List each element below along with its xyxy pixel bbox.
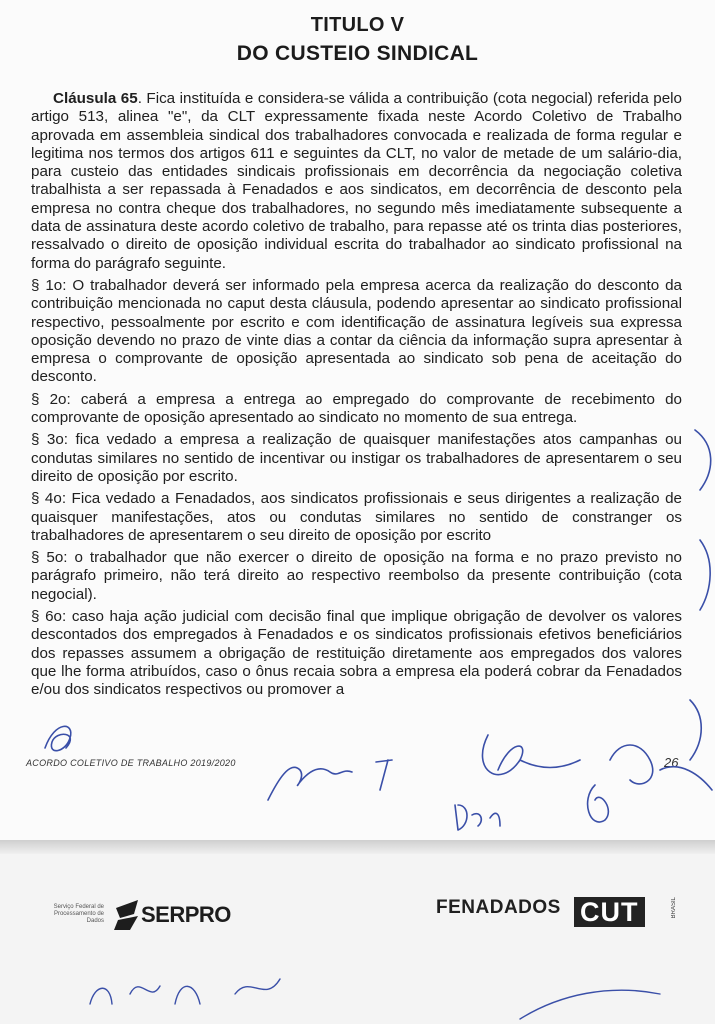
paragraph-6: § 6o: caso haja ação judicial com decisão final que implique obrigação de devolver os valores descontados dos empregados à Fenadados e os sindicatos profissionais efetivos beneficiários dos repasses assumem a obrigação de restituição diretamente aos empregados dos valores que lhe forma atribuídos, caso o ônus recaia sobra a empresa ela poderá cobrar da Fenadados e/ou dos sindicatos respectivos ou promover a bbox=[31, 608, 682, 699]
serpro-logo-icon bbox=[112, 898, 142, 932]
paragraph-1: § 1o: O trabalhador deverá ser informado pela empresa acerca da realização do desconto da contribuição mencionada no caput desta cláusula, podendo apresentar ao sindicato profissional respectivo, pessoalmente por escrito e com identificação de assinatura legíveis sua expressa oposição devendo no prazo de vinte dias a contar da ciência da informação supra apresentar à empresa o comprovante de oposição apresentada ao sindicato sob pena de aceitação do desconto. bbox=[31, 276, 682, 386]
footer-text: ACORDO COLETIVO DE TRABALHO 2019/2020 bbox=[26, 758, 236, 768]
fenadados-logo: FENADADOS bbox=[436, 897, 561, 918]
lower-signatures bbox=[0, 854, 715, 1024]
paragraph-4: § 4o: Fica vedado a Fenadados, aos sindicatos profissionais e seus dirigentes a realização de quaisquer manifestações, atos ou condutas similares no sentido de constranger os trabalhadores de apresentarem o seu direito de oposição por escrito bbox=[31, 490, 682, 544]
cut-country: BRASIL bbox=[671, 897, 677, 919]
serpro-caption: Serviço Federal de Processamento de Dados bbox=[53, 904, 104, 924]
paragraph-3: § 3o: fica vedado a empresa a realização de quaisquer manifestações atos campanhas ou condutas similares no sentido de incentivar ou instigar os trabalhadores de apresentarem o seu direito de oposição por escrito. bbox=[31, 431, 682, 485]
clause-65 bbox=[31, 90, 682, 273]
paragraph-2: § 2o: caberá a empresa a entrega ao empregado do comprovante de recebimento do comprovante de oposição apresentado ao sindicato no momento de sua entrega. bbox=[31, 390, 682, 427]
paragraph-5: § 5o: o trabalhador que não exercer o direito de oposição na forma e no prazo previsto no parágrafo primeiro, não terá direito ao respectivo reembolso da presente contribuição (cota negocial). bbox=[31, 549, 682, 603]
clause-label: Cláusula 65 bbox=[53, 90, 138, 107]
serpro-logo: SERPRO bbox=[141, 902, 231, 927]
clause-text: . Fica instituída e considera-se válida a contribuição (cota negocial) referida pelo artigo 513, alinea "e", da CLT expressamente fixada neste Acordo Coletivo de Trabalho aprovada em assembleia sindical dos trabalhadores convocada e realizada de forma regular e legitima nos termos dos artigos 611 e seguintes da CLT, no valor de metade de um salário-dia, para custeio das entidades sindicais profissionais em decorrência da negociação coletiva trabalhista a ser repassada à Fenadados e aos sindicatos, em decorrência de desconto pela empresa no contra cheque dos trabalhadores, no segundo mês imediatamente subsequente a data de assinatura deste acordo coletivo de trabalho, para repasse até os trinta dias posteriores, ressalvado o direito de oposição individual escrita do trabalhador ao sindicato profissional na forma do parágrafo seguinte. bbox=[31, 90, 682, 272]
cut-logo: CUT bbox=[574, 897, 645, 927]
page-separator bbox=[0, 840, 715, 854]
document-body bbox=[31, 90, 682, 704]
title-line-2: DO CUSTEIO SINDICAL bbox=[236, 42, 479, 65]
page-number: 26 bbox=[664, 755, 679, 770]
next-page bbox=[0, 854, 715, 1024]
title-line-1: TITULO V bbox=[310, 14, 405, 36]
